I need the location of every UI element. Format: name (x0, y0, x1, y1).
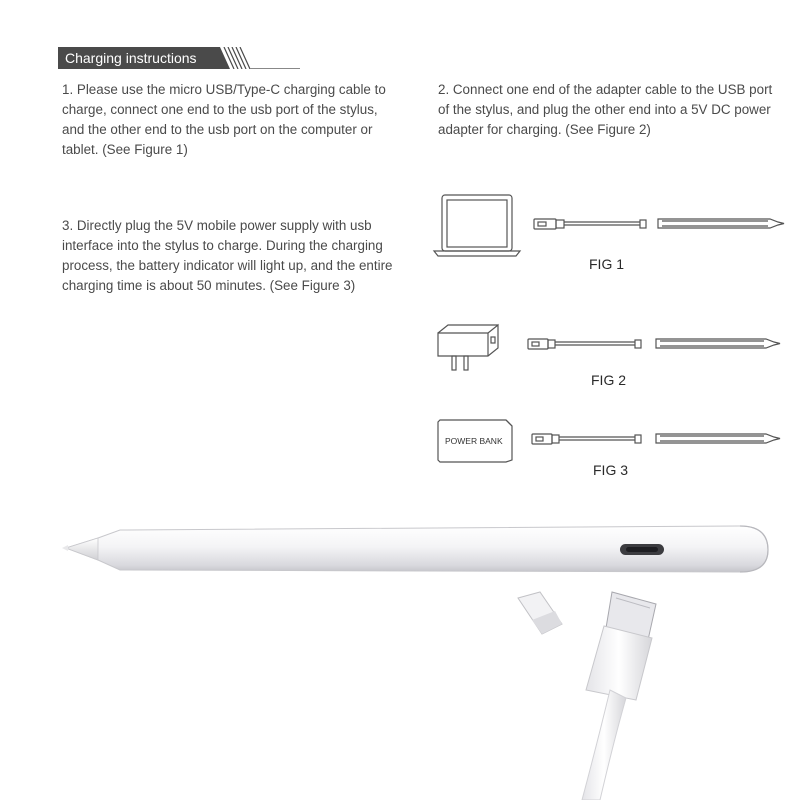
stylus-cap-photo (518, 592, 562, 634)
instruction-3: 3. Directly plug the 5V mobile power supply with usb interface into the stylus to charge. During the charging process, the battery indicator will light up, and the entire charging time is about 50 minutes. (See Figure 3) (62, 218, 393, 293)
stylus-photo (62, 526, 768, 572)
type-c-cable-photo (582, 592, 656, 800)
product-photo (0, 500, 800, 800)
usb-cable-icon (532, 434, 641, 444)
header-stripes (208, 47, 300, 69)
fig2-label: FIG 2 (591, 372, 627, 388)
power-bank-label: POWER BANK (445, 436, 503, 446)
power-adapter-icon (438, 325, 498, 370)
laptop-icon (434, 195, 520, 256)
stylus-icon (656, 339, 780, 348)
stylus-icon (658, 219, 784, 228)
stylus-icon (656, 434, 780, 443)
fig1-label: FIG 1 (589, 256, 625, 272)
instruction-2: 2. Connect one end of the adapter cable to the USB port of the stylus, and plug the other end into a 5V DC power adapter for charging. (See Figure 2) (438, 82, 773, 137)
fig3-label: FIG 3 (593, 462, 629, 478)
usb-cable-icon (528, 339, 641, 349)
figures-illustration (430, 190, 800, 480)
header-title: Charging instructions (58, 47, 220, 69)
usb-cable-icon (534, 219, 646, 229)
instruction-1: 1. Please use the micro USB/Type-C charging cable to charge, connect one end to the usb port of the stylus, and the other end to the usb port on the computer or tablet. (See Figure 1) (62, 82, 386, 157)
